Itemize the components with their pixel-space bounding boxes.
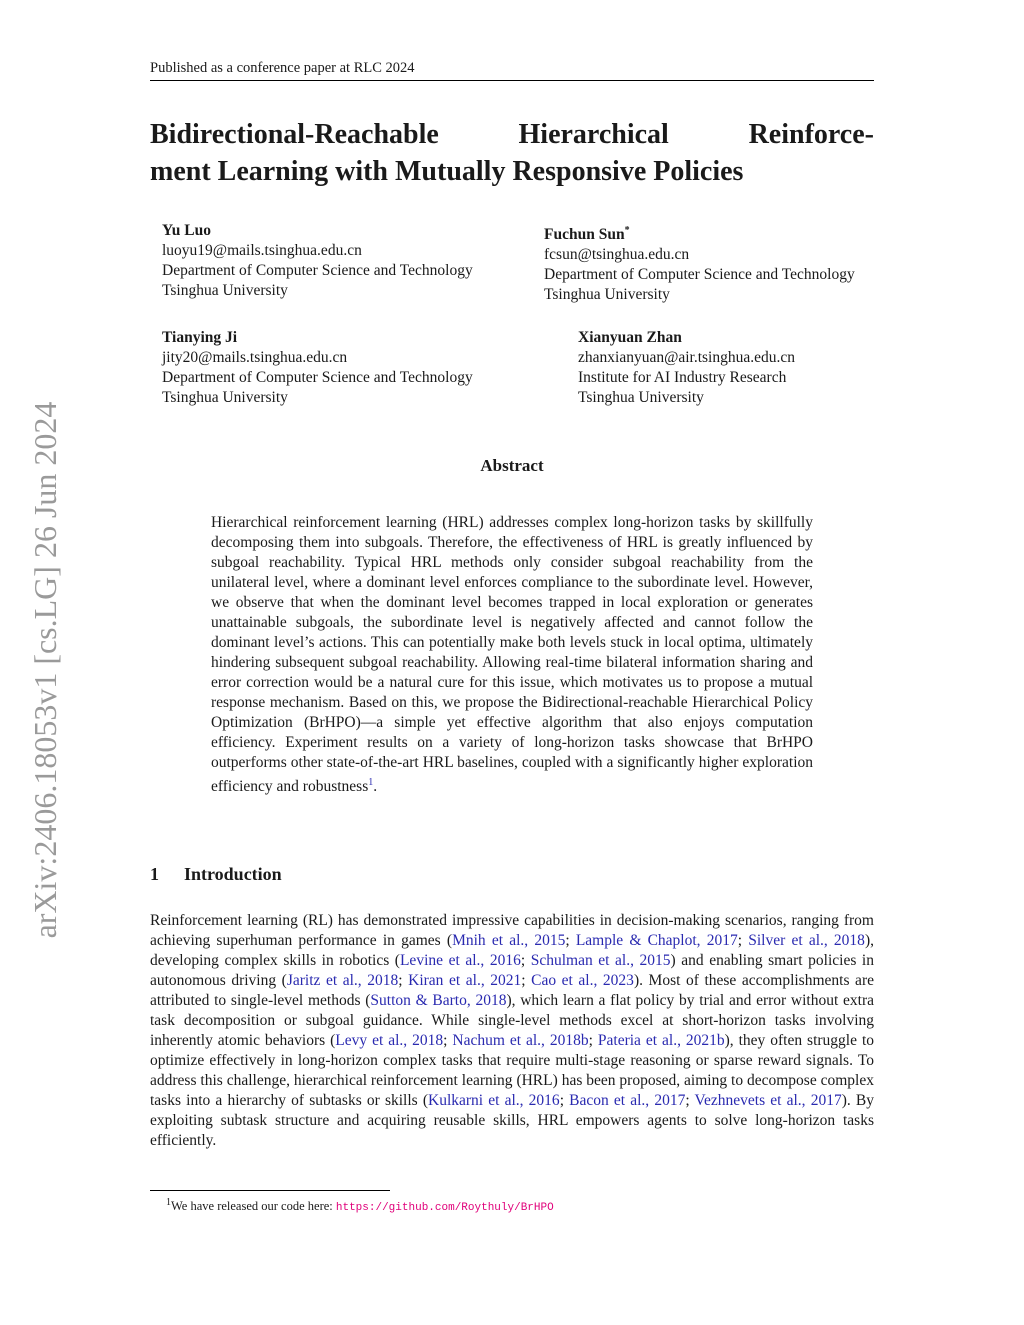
code-link[interactable]: https://github.com/Roythuly/BrHPO [335,1202,554,1215]
citation-link[interactable]: Bacon et al., 2017 [569,1092,686,1109]
author-email[interactable]: jity20@mails.tsinghua.edu.cn [162,349,348,366]
author-email[interactable]: fcsun@tsinghua.edu.cn [544,246,690,264]
title-word: Reinforce- [748,119,874,150]
section-heading [150,864,282,885]
citation-link[interactable]: Jaritz et al., 2018 [286,972,399,989]
section-title: Introduction [184,864,282,884]
author-affiliation: Tsinghua University [578,389,704,406]
title-line-1 [150,116,874,153]
author-name: Fuchun Sun* [544,225,630,244]
footnote-rule [150,1190,390,1191]
author-department: Department of Computer Science and Technology [544,266,855,284]
citation-link[interactable]: Lample & Chaplot, 2017 [575,932,738,949]
footnote-mark: 1 [166,1197,171,1208]
title-line-2: ment Learning with Mutually Responsive Policies [150,156,744,187]
author-email[interactable]: luoyu19@mails.tsinghua.edu.cn [162,242,362,259]
author-block [544,221,855,305]
author-name: Yu Luo [162,222,211,239]
citation-link[interactable]: Schulman et al., 2015 [530,952,671,969]
citation-link[interactable]: Mnih et al., 2015 [452,932,566,949]
paper-title [150,116,874,190]
author-department: Department of Computer Science and Technology [162,369,473,386]
author-department: Department of Computer Science and Technology [162,262,473,279]
citation-link[interactable]: Nachum et al., 2018b [452,1032,589,1049]
abstract-heading: Abstract [480,456,544,475]
citation-link[interactable]: Silver et al., 2018 [748,932,865,949]
citation-link[interactable]: Kulkarni et al., 2016 [428,1092,560,1109]
citation-link[interactable]: Levine et al., 2016 [399,952,521,969]
author-name: Tianying Ji [162,329,238,346]
author-affiliation: Tsinghua University [162,389,288,406]
author-block [162,328,473,408]
author-block [162,221,473,301]
arxiv-stamp: arXiv:2406.18053v1 [cs.LG] 26 Jun 2024 [27,401,63,939]
title-word: Hierarchical [518,119,669,150]
author-affiliation: Tsinghua University [162,282,288,299]
citation-link[interactable]: Cao et al., 2023 [531,972,634,989]
citation-link[interactable]: Sutton & Barto, 2018 [370,992,507,1009]
footnote: $^1$We have released our code here: https://github.com/Roythuly/BrHPO [166,1197,554,1215]
title-word: Bidirectional-Reachable [150,119,439,150]
citation-link[interactable]: Vezhnevets et al., 2017 [694,1092,842,1109]
citation-link[interactable]: Kiran et al., 2021 [408,972,522,989]
running-header: Published as a conference paper at RLC 2024 [150,60,415,76]
author-block [578,328,795,408]
corresponding-mark: * [624,225,630,236]
citation-link[interactable]: Pateria et al., 2021b [597,1032,725,1049]
abstract-text: Hierarchical reinforcement learning (HRL) addresses complex long-horizon tasks by skillfully decomposing them into subgoals. Therefore, the effectiveness of HRL is greatly influenced by subgoal reachability. Typical HRL methods only consider subgoal reachability from the unilateral level, where a dominant level enforces compliance to the subordinate level. However, we observe that when the dominant level becomes trapped in local exploration or generates unattainable subgoals, the subordinate level is negatively affected and cannot follow the dominant level’s actions. This can potentially make both levels stuck in local optima, ultimately hindering subsequent subgoal reachability. Allowing real-time bilateral information sharing and error correction would be a natural cure for this issue, which motivates us to propose a mutual response mechanism. Based on this, we propose the Bidirectional-reachable Hierarchical Policy Optimization (BrHPO)—a simple yet effective algorithm that also enjoys computation efficiency. Experiment results on a variety of long-horizon tasks showcase that BrHPO outperforms other state-of-the-art HRL baselines, coupled with a significantly higher exploration efficiency and robustness$^1$. [211,514,813,796]
author-email[interactable]: zhanxianyuan@air.tsinghua.edu.cn [578,349,795,366]
section-number: 1 [150,864,159,884]
intro-paragraph: Reinforcement learning (RL) has demonstrated impressive capabilities in decision-making scenarios, ranging from achieving superhuman performance in games (Mnih et al., 2015; Lample & Chaplot, 2017; Silver et al., 2018), developing complex skills in robotics (Levine et al., 2016; Schulman et al., 2015) and enabling smart policies in autonomous driving (Jaritz et al., 2018; Kiran et al., 2021; Cao et al., 2023). Most of these accomplishments are attributed to single-level methods (Sutton & Barto, 2018), which learn a flat policy by trial and error without extra task decomposition or subgoal guidance. While single-level methods excel at short-horizon tasks involving inherently atomic behaviors (Levy et al., 2018; Nachum et al., 2018b; Pateria et al., 2021b), they often struggle to optimize effectively in long-horizon complex tasks that require multi-stage reasoning or sparse reward signals. To address this challenge, hierarchical reinforcement learning (HRL) has been proposed, aiming to decompose complex tasks into a hierarchy of subtasks or skills (Kulkarni et al., 2016; Bacon et al., 2017; Vezhnevets et al., 2017). By exploiting subtask structure and acquiring reusable skills, HRL empowers agents to solve long-horizon tasks efficiently. [150,912,874,1149]
author-name: Xianyuan Zhan [578,329,682,346]
footnote-ref[interactable]: 1 [368,777,374,788]
author-affiliation: Tsinghua University [544,286,670,304]
author-department: Institute for AI Industry Research [578,369,787,386]
header-rule [150,80,874,81]
citation-link[interactable]: Levy et al., 2018 [335,1032,444,1049]
